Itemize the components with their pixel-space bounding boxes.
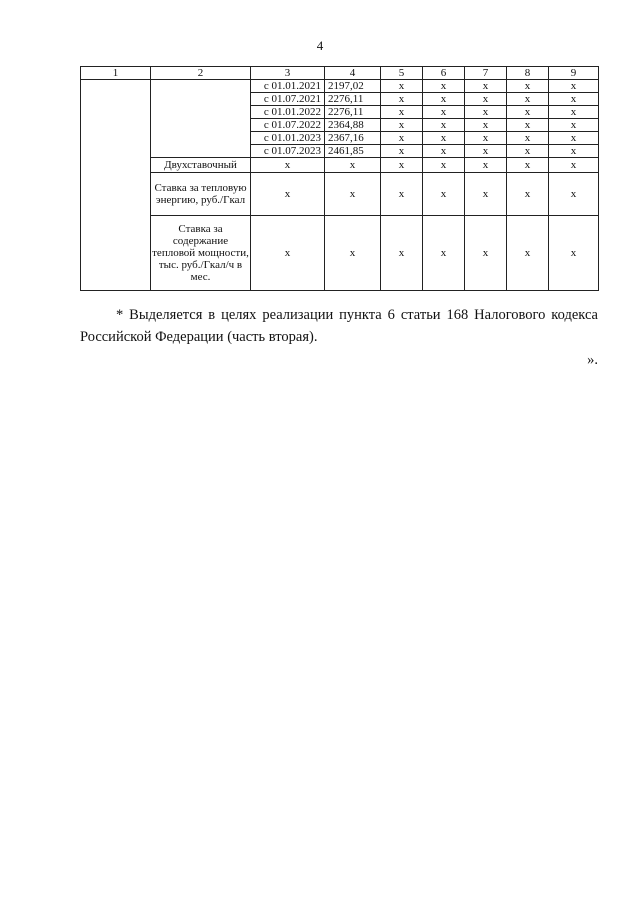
cell: х — [381, 106, 423, 119]
cell: х — [381, 119, 423, 132]
cell: х — [423, 119, 465, 132]
table-row-energy-rate — [81, 173, 599, 216]
period-cell: с 01.07.2022 — [251, 119, 325, 132]
cell: х — [381, 173, 423, 216]
cell: х — [507, 173, 549, 216]
column-header: 1 — [81, 67, 151, 80]
value-cell: 2367,16 — [325, 132, 381, 145]
period-cell: с 01.07.2023 — [251, 145, 325, 158]
cell: х — [325, 158, 381, 173]
cell: х — [423, 80, 465, 93]
cell: х — [381, 93, 423, 106]
cell: х — [507, 132, 549, 145]
table-row-dual — [81, 158, 599, 173]
cell: х — [381, 216, 423, 291]
cell: х — [549, 119, 599, 132]
cell: х — [325, 216, 381, 291]
cell: х — [465, 173, 507, 216]
cell: х — [381, 145, 423, 158]
row-label: Ставка за содержание тепловой мощности, тыс. руб./Гкал/ч в мес. — [151, 216, 251, 291]
cell: х — [465, 132, 507, 145]
closing-quote: ». — [587, 352, 598, 368]
cell: х — [549, 132, 599, 145]
cell: х — [251, 158, 325, 173]
column-header: 5 — [381, 67, 423, 80]
cell: х — [549, 173, 599, 216]
value-cell: 2364,88 — [325, 119, 381, 132]
value-cell: 2276,11 — [325, 106, 381, 119]
empty-cell — [151, 80, 251, 158]
period-cell: с 01.07.2021 — [251, 93, 325, 106]
cell: х — [381, 80, 423, 93]
value-cell: 2197,02 — [325, 80, 381, 93]
table-row — [81, 80, 599, 93]
cell: х — [465, 80, 507, 93]
row-label: Двухставочный — [151, 158, 251, 173]
cell: х — [507, 106, 549, 119]
row-label: Ставка за тепловую энергию, руб./Гкал — [151, 173, 251, 216]
cell: х — [423, 173, 465, 216]
period-cell: с 01.01.2022 — [251, 106, 325, 119]
period-cell: с 01.01.2023 — [251, 132, 325, 145]
cell: х — [507, 119, 549, 132]
cell: х — [381, 132, 423, 145]
period-cell: с 01.01.2021 — [251, 80, 325, 93]
cell: х — [507, 145, 549, 158]
cell: х — [507, 158, 549, 173]
value-cell: 2461,85 — [325, 145, 381, 158]
cell: х — [549, 93, 599, 106]
column-header: 8 — [507, 67, 549, 80]
cell: х — [549, 80, 599, 93]
column-header: 7 — [465, 67, 507, 80]
value-cell: 2276,11 — [325, 93, 381, 106]
cell: х — [381, 158, 423, 173]
cell: х — [251, 173, 325, 216]
cell: х — [423, 106, 465, 119]
page-number: 4 — [316, 38, 324, 53]
column-header: 9 — [549, 67, 599, 80]
cell: х — [251, 216, 325, 291]
cell: х — [465, 119, 507, 132]
cell: х — [423, 216, 465, 291]
table-header-row — [81, 67, 599, 80]
column-header: 2 — [151, 67, 251, 80]
cell: х — [507, 216, 549, 291]
cell: х — [423, 132, 465, 145]
cell: х — [465, 106, 507, 119]
cell: х — [549, 106, 599, 119]
cell: х — [423, 158, 465, 173]
cell: х — [507, 80, 549, 93]
cell: х — [465, 158, 507, 173]
cell: х — [549, 216, 599, 291]
cell: х — [465, 216, 507, 291]
table-row-capacity-rate — [81, 216, 599, 291]
cell: х — [423, 145, 465, 158]
footnote: * Выделяется в целях реализации пункта 6 статьи 168 Налогового кодекса Российской Федерации (часть вторая). — [80, 307, 598, 345]
tariff-table — [80, 66, 599, 291]
empty-cell — [81, 80, 151, 291]
cell: х — [507, 93, 549, 106]
cell: х — [549, 158, 599, 173]
cell: х — [465, 93, 507, 106]
column-header: 4 — [325, 67, 381, 80]
cell: х — [423, 93, 465, 106]
column-header: 6 — [423, 67, 465, 80]
cell: х — [549, 145, 599, 158]
column-header: 3 — [251, 67, 325, 80]
cell: х — [465, 145, 507, 158]
cell: х — [325, 173, 381, 216]
